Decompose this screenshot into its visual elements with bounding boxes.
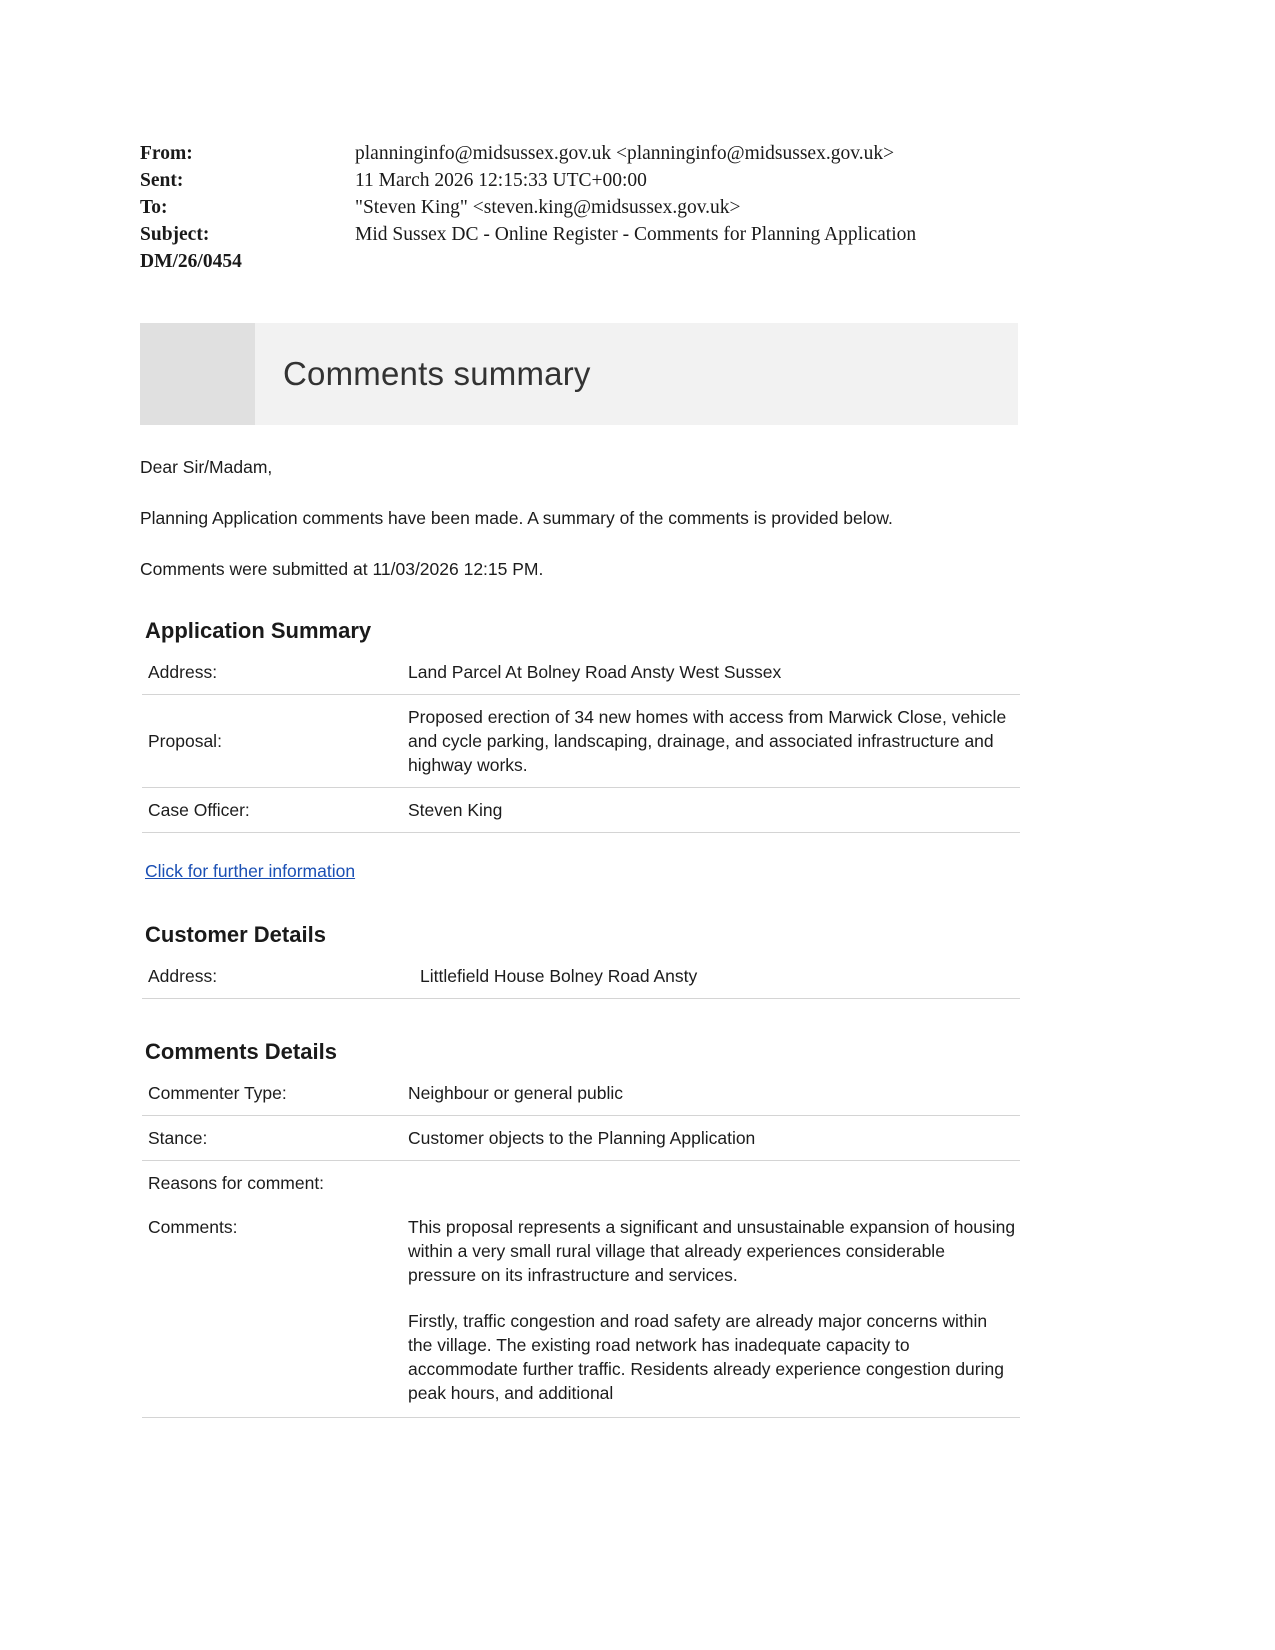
banner-logo-placeholder (140, 323, 255, 425)
stance-value: Customer objects to the Planning Application (402, 1116, 1020, 1161)
application-summary-address-label: Address: (142, 650, 402, 695)
email-value-to: "Steven King" <steven.king@midsussex.gov.uk> (355, 197, 741, 218)
email-value-sent: 11 March 2026 12:15:33 UTC+00:00 (355, 170, 647, 191)
table-row (142, 788, 1020, 833)
email-value-subject: Mid Sussex DC - Online Register - Comments for Planning Application (355, 224, 917, 245)
stance-label: Stance: (142, 1116, 402, 1161)
customer-address-label: Address: (142, 954, 402, 999)
customer-details-table (142, 954, 1020, 999)
table-row (142, 1161, 1020, 1206)
reasons-for-comment-value (402, 1161, 1020, 1206)
email-value-from: planninginfo@midsussex.gov.uk <planninginfo@midsussex.gov.uk> (355, 143, 895, 164)
comment-paragraph: Firstly, traffic congestion and road safety are already major concerns within the village. The existing road network has inadequate capacity to accommodate further traffic. Residents already experience congestion during peak hours, and additional (408, 1311, 1004, 1403)
table-row (142, 1116, 1020, 1161)
comments-details-heading: Comments Details (145, 1039, 337, 1064)
application-summary-heading: Application Summary (145, 618, 372, 643)
email-header-row-to (140, 194, 1105, 221)
comments-value (402, 1205, 1020, 1418)
further-information-link[interactable]: Click for further information (145, 861, 356, 881)
email-header (140, 140, 1105, 275)
table-row (142, 954, 1020, 999)
email-label-from: From: (140, 143, 193, 164)
email-header-row-subject (140, 221, 1105, 248)
comments-summary-banner (140, 323, 1018, 425)
email-label-sent: Sent: (140, 170, 184, 191)
email-header-row-from (140, 140, 1105, 167)
comment-paragraph: This proposal represents a significant and unsustainable expansion of housing within a very small rural village that already experiences considerable pressure on its infrastructure and services. (408, 1217, 1016, 1285)
intro-paragraph: Planning Application comments have been made. A summary of the comments is provided below. (140, 508, 893, 528)
reasons-for-comment-label: Reasons for comment: (148, 1173, 325, 1193)
application-summary-address-value: Land Parcel At Bolney Road Ansty West Sussex (402, 650, 1020, 695)
greeting-text: Dear Sir/Madam, (140, 457, 273, 477)
application-summary-table (142, 650, 1020, 833)
comments-details-table (142, 1071, 1020, 1418)
commenter-type-label: Commenter Type: (142, 1071, 402, 1116)
customer-details-heading: Customer Details (145, 922, 326, 947)
customer-address-value: Littlefield House Bolney Road Ansty (402, 954, 1020, 999)
application-summary-case-officer-value: Steven King (402, 788, 1020, 833)
further-information-row (145, 861, 1105, 882)
application-summary-case-officer-label: Case Officer: (142, 788, 402, 833)
table-row (142, 650, 1020, 695)
comments-label: Comments: (142, 1205, 402, 1418)
table-row (142, 1071, 1020, 1116)
email-label-to: To: (140, 197, 168, 218)
submitted-text: Comments were submitted at 11/03/2026 12:15 PM. (140, 559, 544, 579)
email-header-row-sent (140, 167, 1105, 194)
email-subject-continuation: DM/26/0454 (140, 251, 242, 272)
table-row (142, 1205, 1020, 1418)
table-row (142, 695, 1020, 788)
application-summary-proposal-value: Proposed erection of 34 new homes with access from Marwick Close, vehicle and cycle parking, landscaping, drainage, and associated infrastructure and highway works. (402, 695, 1020, 788)
application-summary-proposal-label: Proposal: (142, 695, 402, 788)
banner-title: Comments summary (283, 355, 591, 392)
email-label-subject: Subject: (140, 224, 210, 245)
commenter-type-value: Neighbour or general public (402, 1071, 1020, 1116)
